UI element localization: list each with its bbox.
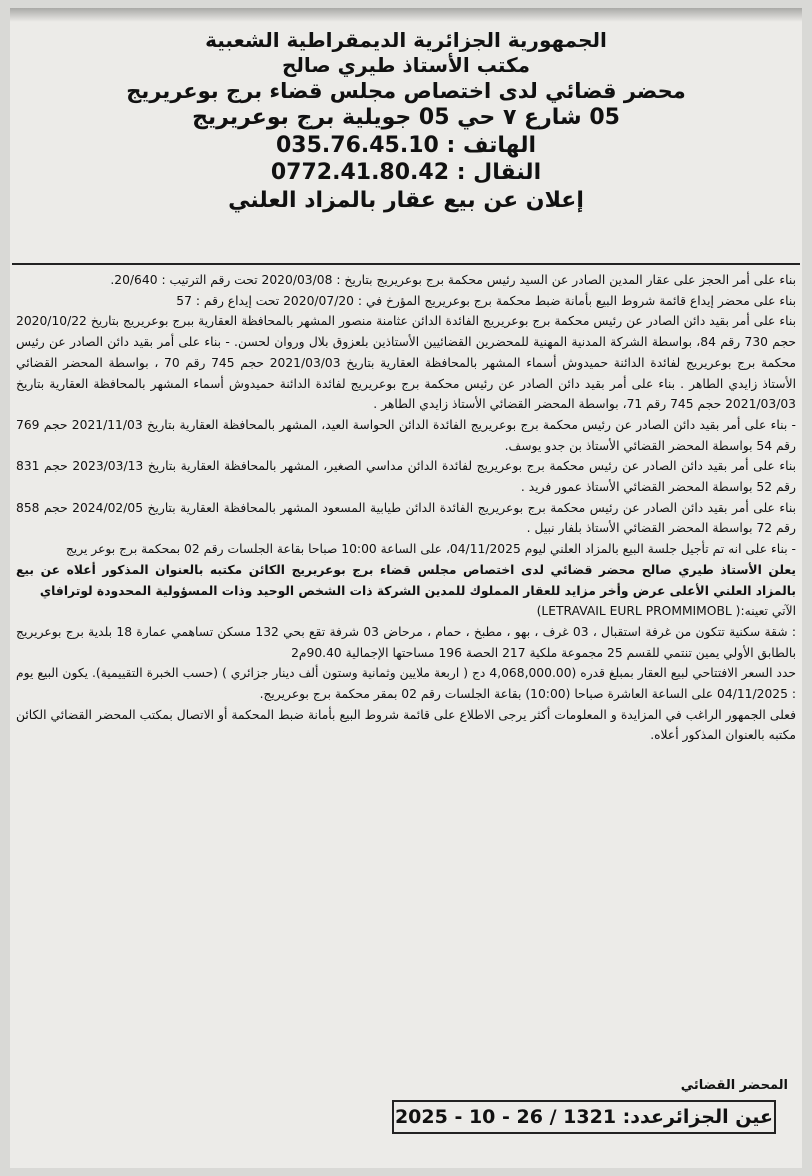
office-mobile: النقال : 0772.41.80.42 (270, 160, 542, 186)
signature-label: المحضر القضائي (680, 1078, 788, 1093)
publication-reference: عين الجزائرعدد: 1321 / 26 - 10 - 2025 (392, 1100, 776, 1134)
notice-title: إعلان عن بيع عقار بالمزاد العلني (228, 187, 584, 213)
top-edge (10, 8, 802, 22)
notice-header (10, 28, 802, 214)
office-phone: الهاتف : 035.76.45.10 (275, 132, 536, 158)
paragraph-creditor-2023: بناء على أمر بقيد دائن الصادر عن رئيس محكمة برج بوعريريج لفائدة الدائن مداسي الصغير، المشهر بالمحافظة العقارية بتاريخ 2023/03/13 حجم 831 رقم 52 بواسطة المحضر القضائي الأستاذ عمور فريد . (16, 459, 796, 495)
notice-body (16, 270, 796, 746)
paragraph-creditor-2021: - بناء على أمر بقيد دائن الصادر عن رئيس محكمة برج بوعريريج الفائدة الدائن الحواسة العيد، المشهر بالمحافظة العقارية بتاريخ 2021/11/03 حجم 769 رقم 54 بواسطة المحضر القضائي الأستاذ بن جدو يوسف. (16, 417, 796, 453)
paragraph-property: : شقة سكنية تتكون من غرفة استقبال ، 03 غرف ، بهو ، مطبخ ، حمام ، مرحاض 03 شرفة تقع بحي 132 مسكن تساهمي عمارة 18 بلدية برج بوعريريج بالطابق الأولي يمين تنتمي للقسم 25 مجموعة ملكية 217 الحصة 196 مساحتها الإجمالية 90.40م2 (16, 624, 797, 660)
newspaper-page (10, 8, 802, 1168)
office-name: مكتب الأستاذ طيري صالح (281, 53, 531, 77)
paragraph-contact: فعلى الجمهور الراغب في المزايدة و المعلومات أكثر يرجى الاطلاع على قائمة شروط البيع بأمانة ضبط المحكمة أو الاتصال بمكتب المحضر القضائي الكائن مكتبه بالعنوان المذكور أعلاه. (16, 707, 796, 743)
paragraph-seizure-order: بناء على أمر الحجز على عقار المدين الصادر عن السيد رئيس محكمة برج بوعريريج بتاريخ : 2020/03/08 تحت رقم الترتيب : 20/640. (110, 273, 796, 287)
paragraph-price: حدد السعر الافتتاحي لبيع العقار بمبلغ قدره (4,068,000.00 دج ( اربعة ملايين وثمانية وستون ألف دينار جزائري ) (حسب الخبرة التقييمية). يكون البيع يوم : 04/11/2025 على الساعة العاشرة صباحا (10:00) بقاعة الجلسات رقم 02 بمقر محكمة برج بوعريريج. (16, 666, 797, 702)
office-address: 05 شارع ٧ حي 05 جويلية برج بوعريريج (192, 105, 620, 131)
divider (12, 263, 800, 265)
republic-title: الجمهورية الجزائرية الديمقراطية الشعبية (205, 28, 607, 52)
paragraph-announcement: يعلن الأستاذ طيري صالح محضر قضائي لدى اختصاص مجلس قضاء برج بوعريريج الكائن مكتبه بالعنوان المذكور أعلاه عن بيع بالمزاد العلني الأعلى عرض وأخر مزايد للعقار المملوك للمدين الشركة ذات الشخص الوحيد وذات المسؤولية المحدودة لوترافاي (16, 562, 796, 598)
paragraph-deposit: بناء على محضر إيداع قائمة شروط البيع بأمانة ضبط محكمة برج بوعريريج المؤرخ في : 2020/07/20 تحت إيداع رقم : 57 (176, 293, 796, 308)
paragraph-creditor-2024: بناء على أمر بقيد دائن الصادر عن رئيس محكمة برج بوعريريج الفائدة الدائن طيابية المسعود المشهر بالمحافظة العقارية بتاريخ 2024/02/05 حجم 858 رقم 72 بواسطة المحضر القضائي الأستاذ بلفار نبيل . (16, 500, 796, 536)
paragraph-postponement: - بناء على انه تم تأجيل جلسة البيع بالمزاد العلني ليوم 04/11/2025، على الساعة 10:00 صباحا بقاعة الجلسات رقم 02 بمحكمة برج بوعر يريج (65, 542, 796, 557)
paragraph-debtor-company: الآتي تعينه:( LETRAVAIL EURL PROMMIMOBL) (536, 604, 796, 619)
paragraph-creditor-orders: بناء على أمر بقيد دائن الصادر عن رئيس محكمة برج بوعريريج الفائدة الدائن عثامنة منصور المشهر بالمحافظة العقارية ببرج بوعريريج بتاريخ 2020/10/22 حجم 730 رقم 84، بواسطة الشركة المدنية المهنية للمحضرين القضائيين الأستاذين بلعزوق بلال وروان لحسن. - بناء على أمر بقيد دائن الصادر عن رئيس محكمة برج بوعريريج لفائدة الدائنة حميدوش أسماء المشهر بالمحافظة العقارية بتاريخ 2021/03/03 حجم 745 رقم 70 ، بواسطة المحضر القضائي الأستاذ زايدي الطاهر . بناء على أمر بقيد دائن الصادر عن رئيس محكمة برج بوعريريج لفائدة الدائنة حميدوش أسماء المشهر بالمحافظة العقارية بتاريخ 2021/03/03 حجم 745 رقم 71، بواسطة المحضر القضائي الأستاذ زايدي الطاهر . (16, 314, 796, 412)
bailiff-jurisdiction: محضر قضائي لدى اختصاص مجلس قضاء برج بوعريريج (126, 79, 686, 103)
